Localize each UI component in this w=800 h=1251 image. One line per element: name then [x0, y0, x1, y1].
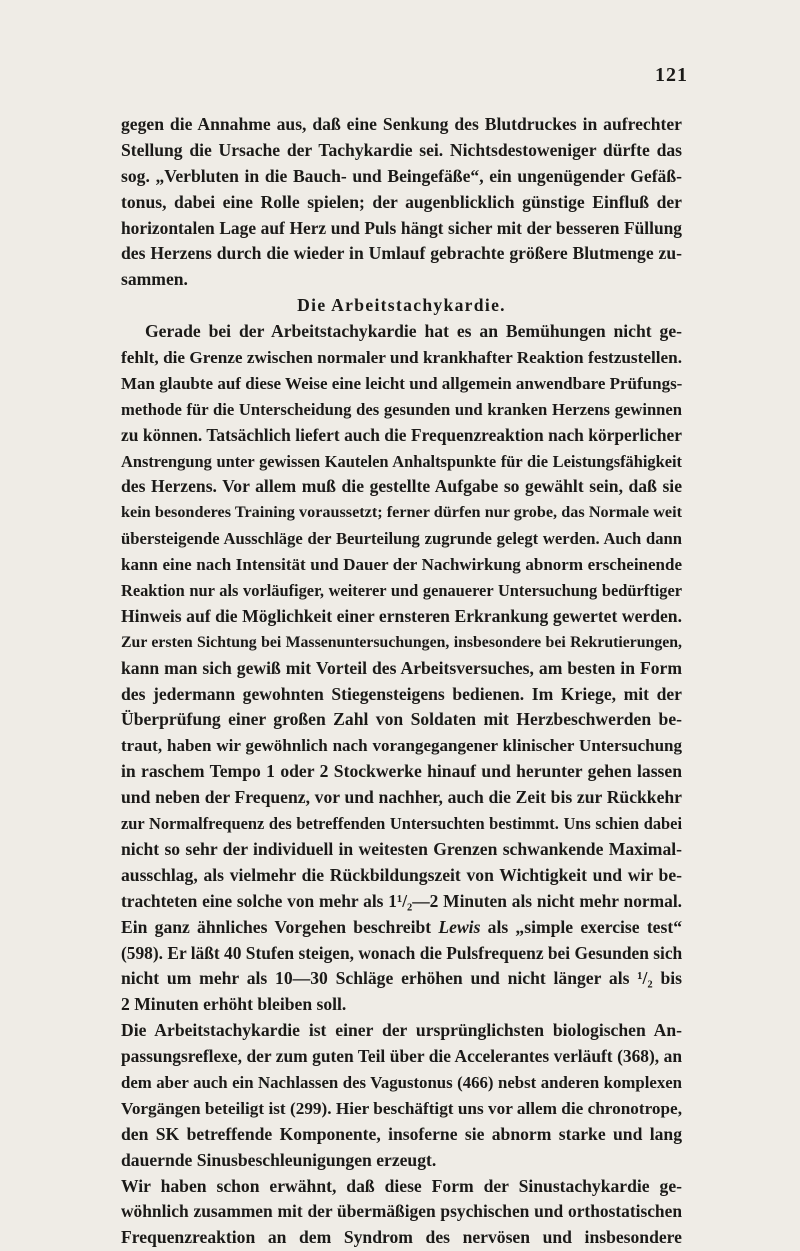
- text-line: Die Arbeitstachykardie ist einer der ursprünglichsten biologischen An-: [121, 1020, 682, 1041]
- text-line: Vorgängen beteiligt ist (299). Hier beschäftigt uns vor allem die chronotrope,: [121, 1098, 682, 1118]
- text-line: kann man sich gewiß mit Vorteil des Arbeitsversuches, am besten in Form: [121, 657, 682, 678]
- text-line: Reaktion nur als vorläufiger, weiterer und genauerer Untersuchung bedürftiger: [121, 581, 682, 601]
- text-line: kein besonderes Training voraussetzt; ferner dürfen nur grobe, das Normale weit: [121, 503, 682, 522]
- section-heading: Die Arbeitstachykardie.: [297, 295, 506, 316]
- text-line: Hinweis auf die Möglichkeit einer ernsteren Erkrankung gewertet werden.: [121, 605, 682, 626]
- text-line: und neben der Frequenz, vor und nachher, auch die Zeit bis zur Rückkehr: [121, 787, 682, 808]
- text-line: des Herzens durch die wieder in Umlauf gebrachte größere Blutmenge zu-: [121, 243, 682, 264]
- text-line: kann eine nach Intensität und Dauer der Nachwirkung abnorm erscheinende: [121, 555, 682, 575]
- text-line: zur Normalfrequenz des betreffenden Untersuchten bestimmt. Uns schien dabei: [121, 814, 682, 834]
- text-line: Man glaubte auf diese Weise eine leicht und allgemein anwendbare Prüfungs-: [121, 373, 682, 393]
- text-line: Zur ersten Sichtung bei Massenuntersuchungen, insbesondere bei Rekrutierungen,: [121, 633, 682, 651]
- text-line: wöhnlich zusammen mit der übermäßigen psychischen und orthostatischen: [121, 1201, 682, 1222]
- text-line: traut, haben wir gewöhnlich nach vorangegangener klinischer Untersuchung: [121, 736, 682, 756]
- text-line: Gerade bei der Arbeitstachykardie hat es an Bemühungen nicht ge-: [145, 321, 682, 342]
- text-line: Wir haben schon erwähnt, daß diese Form der Sinustachykardie ge-: [121, 1175, 682, 1196]
- text-line: dem aber auch ein Nachlassen des Vagustonus (466) nebst anderen komplexen: [121, 1072, 682, 1092]
- text-line: passungsreflexe, der zum guten Teil über die Accelerantes verläuft (368), an: [121, 1046, 682, 1067]
- text-line: horizontalen Lage auf Herz und Puls hängt sicher mit der besseren Füllung: [121, 217, 682, 238]
- text-line: tonus, dabei eine Rolle spielen; der augenblicklich günstige Einfluß der: [121, 191, 682, 212]
- text-line: Stellung die Ursache der Tachykardie sei. Nichtsdestoweniger dürfte das: [121, 139, 682, 160]
- text-line: sammen.: [121, 269, 188, 290]
- text-line: methode für die Unterscheidung des gesunden und kranken Herzens gewinnen: [121, 399, 682, 419]
- text-line: Anstrengung unter gewissen Kautelen Anhaltspunkte für die Leistungsfähigkeit: [121, 451, 682, 471]
- text-line: sog. „Verbluten in die Bauch- und Beingefäße“, ein ungenügender Gefäß-: [121, 165, 682, 186]
- text-line: ausschlag, als vielmehr die Rückbildungszeit von Wichtigkeit und wir be-: [121, 864, 682, 885]
- page-number: 121: [655, 64, 688, 86]
- text-line: (598). Er läßt 40 Stufen steigen, wonach die Pulsfrequenz bei Gesunden sich: [121, 942, 682, 963]
- text-line: nicht so sehr der individuell in weitesten Grenzen schwankende Maximal-: [121, 838, 682, 859]
- text-line: fehlt, die Grenze zwischen normaler und krankhafter Reaktion festzustellen.: [121, 348, 682, 368]
- text-line: Frequenzreaktion an dem Syndrom des nervösen und insbesondere: [121, 1227, 682, 1248]
- text-line: trachteten eine solche von mehr als 1¹/₂—2 Minuten als nicht mehr normal.: [121, 890, 682, 911]
- text-line: nicht um mehr als 10—30 Schläge erhöhen und nicht länger als ¹/₂ bis: [121, 968, 682, 989]
- text-line: Überprüfung einer großen Zahl von Soldaten mit Herzbeschwerden be-: [121, 709, 682, 730]
- text-line: dauernde Sinusbeschleunigungen erzeugt.: [121, 1149, 437, 1170]
- text-line: des jedermann gewohnten Stiegensteigens bedienen. Im Kriege, mit der: [121, 683, 682, 704]
- text-line: gegen die Annahme aus, daß eine Senkung des Blutdruckes in aufrechter: [121, 114, 682, 134]
- text-line: Ein ganz ähnliches Vorgehen beschreibt Lewis als „simple exercise test“: [121, 916, 682, 937]
- text-line: übersteigende Ausschläge der Beurteilung zugrunde gelegt werden. Auch dann: [121, 529, 682, 549]
- text-line: des Herzens. Vor allem muß die gestellte Aufgabe so gewählt sein, daß sie: [121, 476, 682, 497]
- text-line: den SK betreffende Komponente, insoferne sie abnorm starke und lang: [121, 1123, 682, 1144]
- text-line: zu können. Tatsächlich liefert auch die Frequenzreaktion nach körperlicher: [121, 424, 682, 445]
- body-text: [121, 112, 682, 1251]
- text-line: 2 Minuten erhöht bleiben soll.: [121, 994, 347, 1015]
- text-line: in raschem Tempo 1 oder 2 Stockwerke hinauf und herunter gehen lassen: [121, 761, 682, 782]
- author-name: Lewis: [438, 916, 481, 937]
